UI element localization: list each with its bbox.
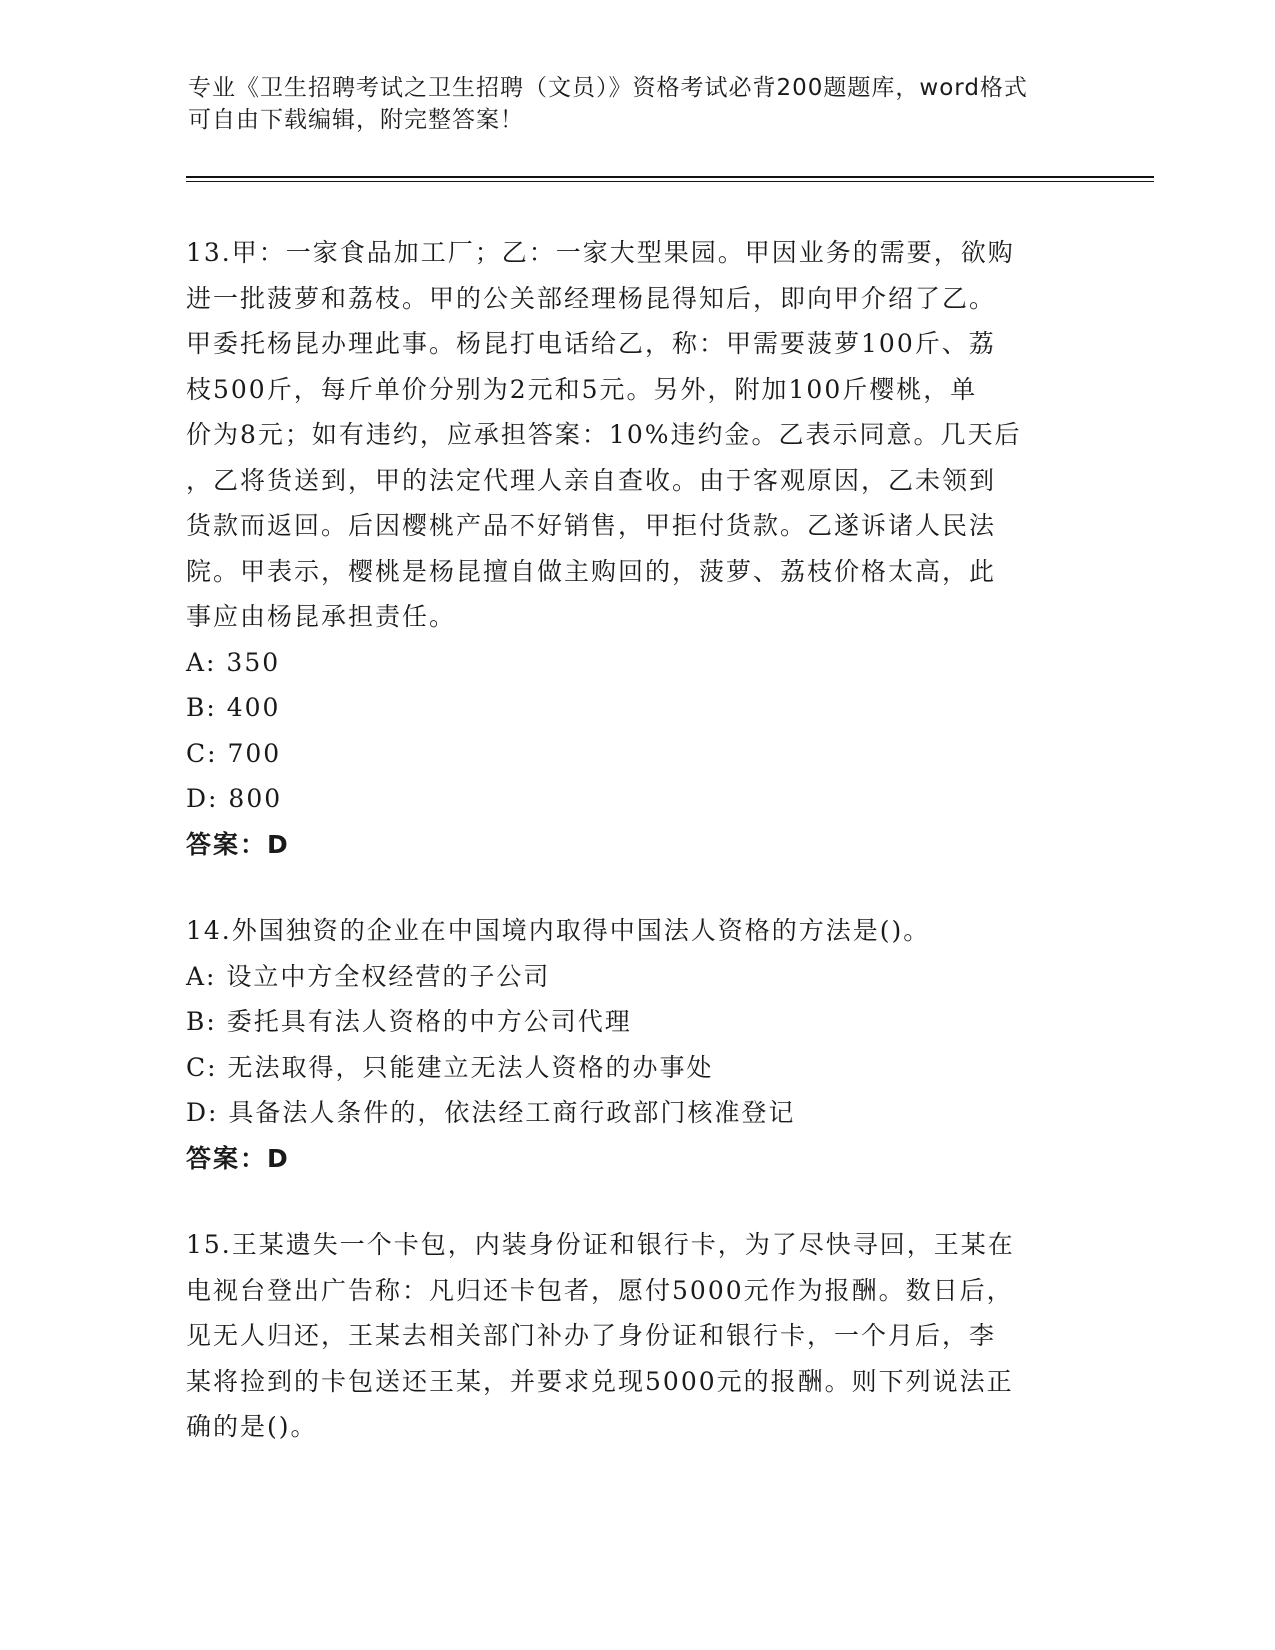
question-text-line: 14.外国独资的企业在中国境内取得中国法人资格的方法是()。	[186, 916, 931, 945]
question-list	[186, 230, 1076, 1450]
question-text-line: 确的是()。	[186, 1412, 318, 1441]
question-text-line: 某将捡到的卡包送还王某，并要求兑现5000元的报酬。则下列说法正	[186, 1366, 1014, 1396]
option-c: C: 700	[186, 738, 282, 768]
spacer	[186, 867, 1076, 908]
question-text-line: 院。甲表示，樱桃是杨昆擅自做主购回的，菠萝、荔枝价格太高，此	[186, 556, 997, 586]
question-text-line: 15.王某遗失一个卡包，内装身份证和银行卡，为了尽快寻回，王某在	[186, 1230, 1015, 1259]
question-text-line: 电视台登出广告称：凡归还卡包者，愿付5000元作为报酬。数日后，	[186, 1275, 1014, 1305]
option-c: C: 无法取得，只能建立无法人资格的办事处	[186, 1052, 714, 1082]
question-text-line: 甲委托杨昆办理此事。杨昆打电话给乙，称：甲需要菠萝100斤、荔	[186, 329, 996, 358]
header-divider	[186, 176, 1154, 178]
option-b: B: 400	[186, 693, 281, 722]
question-text-line: 见无人归还，王某去相关部门补办了身份证和银行卡，一个月后，李	[186, 1321, 997, 1350]
option-d: D: 800	[186, 784, 283, 813]
option-a: A: 设立中方全权经营的子公司	[186, 961, 551, 991]
question-text-line: 进一批菠萝和荔枝。甲的公关部经理杨昆得知后，即向甲介绍了乙。	[186, 283, 997, 313]
spacer	[186, 1181, 1076, 1222]
header-line: 可自由下载编辑，附完整答案！	[188, 107, 524, 133]
question-text-line: 价为8元；如有违约，应承担答案：10%违约金。乙表示同意。几天后	[186, 420, 1022, 449]
question-15	[186, 1222, 1076, 1450]
option-d: D: 具备法人条件的，依法经工商行政部门核准登记	[186, 1098, 796, 1127]
answer-label: 答案：D	[186, 829, 290, 859]
answer-label: 答案：D	[186, 1143, 290, 1173]
option-a: A: 350	[186, 647, 281, 677]
document-header	[188, 72, 1068, 136]
question-text-line: 事应由杨昆承担责任。	[186, 602, 457, 631]
question-text-line: 枝500斤，每斤单价分别为2元和5元。另外，附加100斤樱桃，单	[186, 374, 978, 404]
question-13	[186, 230, 1076, 867]
question-text-line: 货款而返回。后因樱桃产品不好销售，甲拒付货款。乙遂诉诸人民法	[186, 511, 997, 540]
question-text-line: 13.甲：一家食品加工厂；乙：一家大型果园。甲因业务的需要，欲购	[186, 238, 1015, 267]
header-divider-thin	[186, 181, 1154, 182]
option-b: B: 委托具有法人资格的中方公司代理	[186, 1007, 632, 1036]
header-line: 专业《卫生招聘考试之卫生招聘（文员）》资格考试必背200题题库，word格式	[188, 75, 1028, 101]
question-14	[186, 908, 1076, 1181]
question-text-line: ，乙将货送到，甲的法定代理人亲自查收。由于客观原因，乙未领到	[186, 465, 997, 495]
